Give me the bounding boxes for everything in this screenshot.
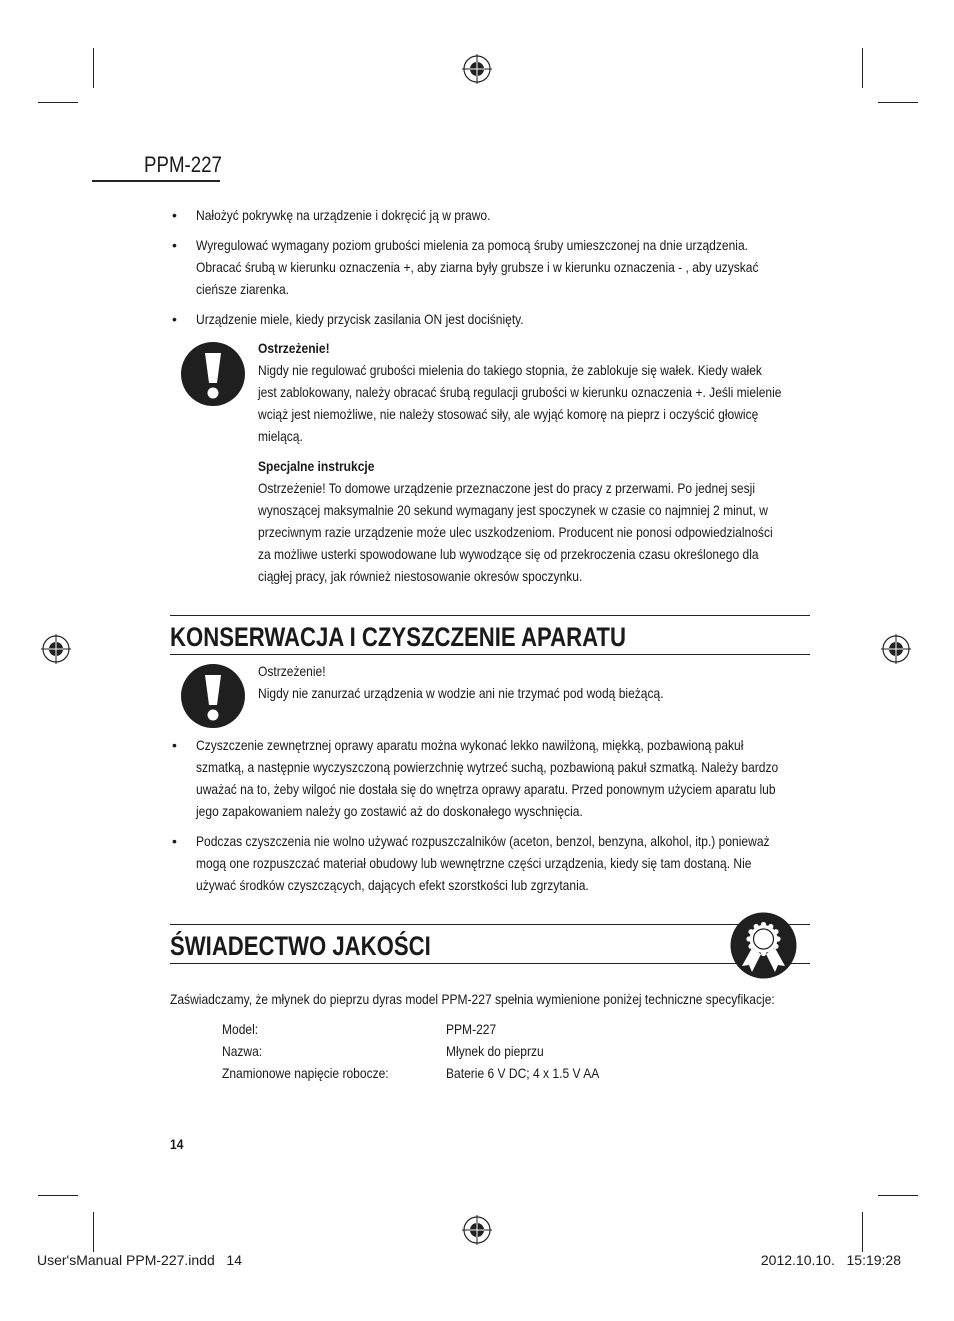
section-rule-bottom <box>170 654 810 655</box>
rosette-icon <box>730 912 797 979</box>
header-underline <box>92 180 220 182</box>
page-number: 14 <box>170 1136 184 1152</box>
quality-intro: Zaświadczamy, że młynek do pieprzu dyras model PPM-227 spełnia wymienione poniżej techniczne specyfikacje: <box>170 991 775 1007</box>
intro-bullet-2-line-3: cieńsze ziarenka. <box>196 281 290 297</box>
warning-line: wciąż jest niemożliwe, nie należy stosować siły, ale wyjąć komorę na pieprz i oczyścić głowicę <box>258 406 759 422</box>
footer-timestamp: 2012.10.10. 15:19:28 <box>760 1252 901 1268</box>
section-rule-top <box>170 924 810 925</box>
registration-mark-icon <box>880 633 912 665</box>
crop-mark <box>93 1212 94 1252</box>
maintenance-warning-title: Ostrzeżenie! <box>258 663 326 679</box>
registration-mark-icon <box>461 53 493 85</box>
maintenance-bullet-1-line: uważać na to, żeby wilgoć nie dostała się do wnętrza oprawy aparatu. Przed ponownym użyciem aparatu lub <box>196 781 776 797</box>
crop-mark <box>862 48 863 88</box>
maintenance-bullet-1-line: Czyszczenie zewnętrznej oprawy aparatu można wykonać lekko nawilżoną, miękką, pozbawioną pakuł <box>196 737 744 753</box>
bullet-marker: • <box>172 737 177 753</box>
maintenance-warning-text: Nigdy nie zanurzać urządzenia w wodzie ani nie trzymać pod wodą bieżącą. <box>258 685 664 701</box>
special-line: za możliwe usterki spowodowane lub wywodzące się od przekroczenia czasu określonego dla <box>258 546 759 562</box>
maintenance-bullet-1-line: jego zapakowaniem należy go zostawić aż do doskonałego wyschnięcia. <box>196 803 583 819</box>
special-line: przeciwnym razie urządzenie może ulec uszkodzeniom. Producent nie ponosi odpowiedzialności <box>258 524 773 540</box>
maintenance-bullet-2-line: mogą one rozpuszczać materiał obudowy lub wewnętrzne części urządzenia, kiedy się tam dostaną. Nie <box>196 855 752 871</box>
intro-bullet-1-line-1: Nałożyć pokrywkę na urządzenie i dokręcić ją w prawo. <box>196 207 491 223</box>
warning-line: mielącą. <box>258 428 303 444</box>
bullet-marker: • <box>172 833 177 849</box>
exclamation-icon <box>180 663 246 729</box>
special-line: Ostrzeżenie! To domowe urządzenie przeznaczone jest do pracy z przerwami. Po jednej sesji <box>258 480 756 496</box>
spec-value: Baterie 6 V DC; 4 x 1.5 V AA <box>446 1065 600 1081</box>
spec-label: Model: <box>222 1021 259 1037</box>
registration-mark-icon <box>40 633 72 665</box>
crop-mark <box>878 102 918 103</box>
intro-bullet-2-line-1: Wyregulować wymagany poziom grubości mielenia za pomocą śruby umieszczonej na dnie urządzenia. <box>196 237 748 253</box>
special-line: ciągłej pracy, jak również niestosowanie okresów spoczynku. <box>258 568 583 584</box>
crop-mark <box>38 1195 78 1196</box>
maintenance-bullet-2-line: Podczas czyszczenia nie wolno używać rozpuszczalników (aceton, benzol, benzyna, alkohol, itp.) ponieważ <box>196 833 770 849</box>
section-rule-bottom <box>170 963 810 964</box>
special-instructions-title: Specjalne instrukcje <box>258 458 375 474</box>
spec-value: PPM-227 <box>446 1021 497 1037</box>
crop-mark <box>862 1212 863 1252</box>
crop-mark <box>878 1195 918 1196</box>
model-header: PPM-227 <box>144 152 222 177</box>
spec-label: Nazwa: <box>222 1043 263 1059</box>
crop-mark <box>38 102 78 103</box>
warning-line: jest zablokowany, należy obracać śrubą regulacji grubości w kierunku oznaczenia +. Jeśli mielenie <box>258 384 782 400</box>
bullet-marker: • <box>172 207 177 223</box>
warning-line: Nigdy nie regulować grubości mielenia do takiego stopnia, że zablokuje się wałek. Kiedy wałek <box>258 362 762 378</box>
registration-mark-icon <box>461 1214 493 1246</box>
maintenance-bullet-1-line: szmatką, a następnie wyczyszczoną powierzchnię wytrzeć suchą, pozbawioną pakuł szmatką. Należy bardzo <box>196 759 779 775</box>
crop-mark <box>93 48 94 88</box>
spec-value: Młynek do pieprzu <box>446 1043 544 1059</box>
spec-label: Znamionowe napięcie robocze: <box>222 1065 389 1081</box>
bullet-marker: • <box>172 237 177 253</box>
bullet-marker: • <box>172 311 177 327</box>
maintenance-bullet-2-line: używać środków czyszczących, dających efekt szorstkości lub zgrzytania. <box>196 877 589 893</box>
section-title-quality: ŚWIADECTWO JAKOŚCI <box>170 931 431 961</box>
exclamation-icon <box>180 341 246 407</box>
section-rule-top <box>170 615 810 616</box>
warning-title: Ostrzeżenie! <box>258 340 330 356</box>
intro-bullet-3-line-1: Urządzenie miele, kiedy przycisk zasilania ON jest dociśnięty. <box>196 311 524 327</box>
section-title-maintenance: KONSERWACJA I CZYSZCZENIE APARATU <box>170 622 626 652</box>
intro-bullet-2-line-2: Obracać śrubą w kierunku oznaczenia +, aby ziarna były grubsze i w kierunku oznaczenia - , aby uzyskać <box>196 259 759 275</box>
footer-file: User'sManual PPM-227.indd 14 <box>37 1252 242 1268</box>
special-line: wynoszącej maksymalnie 20 sekund wymagany jest spoczynek w czasie co najmniej 2 minut, w <box>258 502 768 518</box>
